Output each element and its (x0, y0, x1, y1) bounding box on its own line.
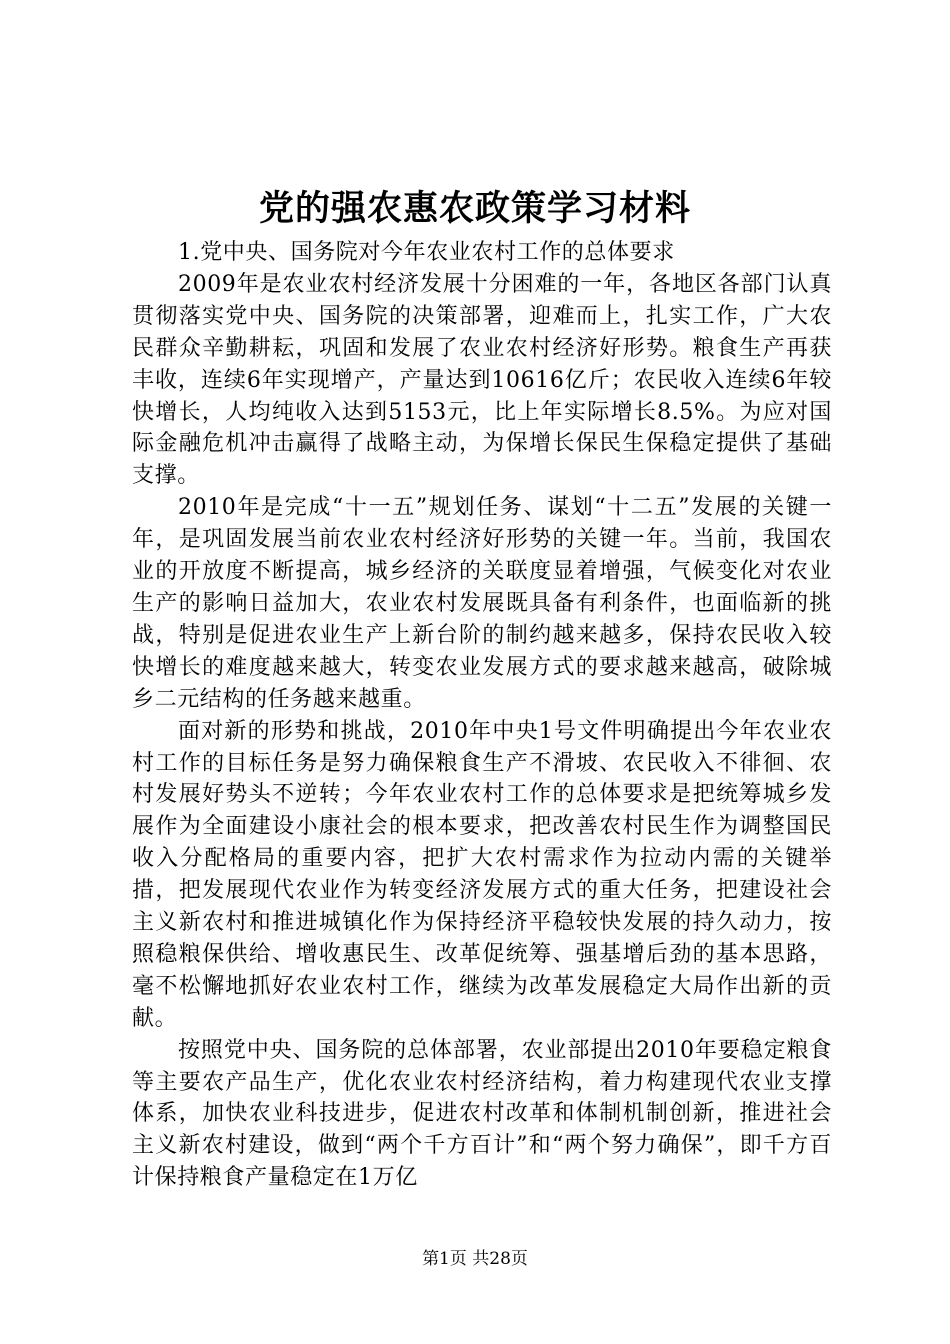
page-footer: 第1页 共28页 (422, 1249, 528, 1269)
paragraph-2009-summary: 2009年是农业农村经济发展十分困难的一年，各地区各部门认真贯彻落实党中央、国务院的决策部署，迎难而上，扎实工作，广大农民群众辛勤耕耘，巩固和发展了农业农村经济好形势。粮食生产再获丰收，连续6年实现增产，产量达到10616亿斤；农民收入连续6年较快增长，人均纯收入达到5153元，比上年实际增长8.5%。为应对国际金融危机冲击赢得了战略主动，为保增长保民生保稳定提供了基础支撑。 (132, 271, 832, 489)
document-title: 党的强农惠农政策学习材料 (258, 188, 691, 229)
paragraph-2010-situation: 2010年是完成“十一五”规划任务、谋划“十二五”发展的关键一年，是巩固发展当前农业农村经济好形势的关键一年。当前，我国农业的开放度不断提高，城乡经济的关联度显着增强，气候变化对农业生产的影响日益加大，农业农村发展既具备有利条件，也面临新的挑战，特别是促进农业生产上新台阶的制约越来越多，保持农民收入较快增长的难度越来越大，转变农业发展方式的要求越来越高，破除城乡二元结构的任务越来越重。 (132, 495, 832, 712)
paragraph-central-document: 面对新的形势和挑战，2010年中央1号文件明确提出今年农业农村工作的目标任务是努力确保粮食生产不滑坡、农民收入不徘徊、农村发展好势头不逆转；今年农业农村工作的总体要求是把统筹城乡发展作为全面建设小康社会的根本要求，把改善农村民生作为调整国民收入分配格局的重要内容，把扩大农村需求作为拉动内需的关键举措，把发展现代农业作为转变经济发展方式的重大任务，把建设社会主义新农村和推进城镇化作为保持经济平稳较快发展的持久动力，按照稳粮保供给、增收惠民生、改革促统筹、强基增后劲的基本思路，毫不松懈地抓好农业农村工作，继续为改革发展稳定大局作出新的贡献。 (132, 718, 832, 1031)
paragraph-ministry-plan: 按照党中央、国务院的总体部署，农业部提出2010年要稳定粮食等主要农产品生产，优化农业农村经济结构，着力构建现代农业支撑体系，加快农业科技进步，促进农村改革和体制机制创新，推进社会主义新农村建设，做到“两个千方百计”和“两个努力确保”，即千方百计保持粮食产量稳定在1万亿 (132, 1037, 832, 1191)
paragraph-heading: 1.党中央、国务院对今年农业农村工作的总体要求 (178, 240, 675, 265)
document-body (132, 237, 832, 1194)
